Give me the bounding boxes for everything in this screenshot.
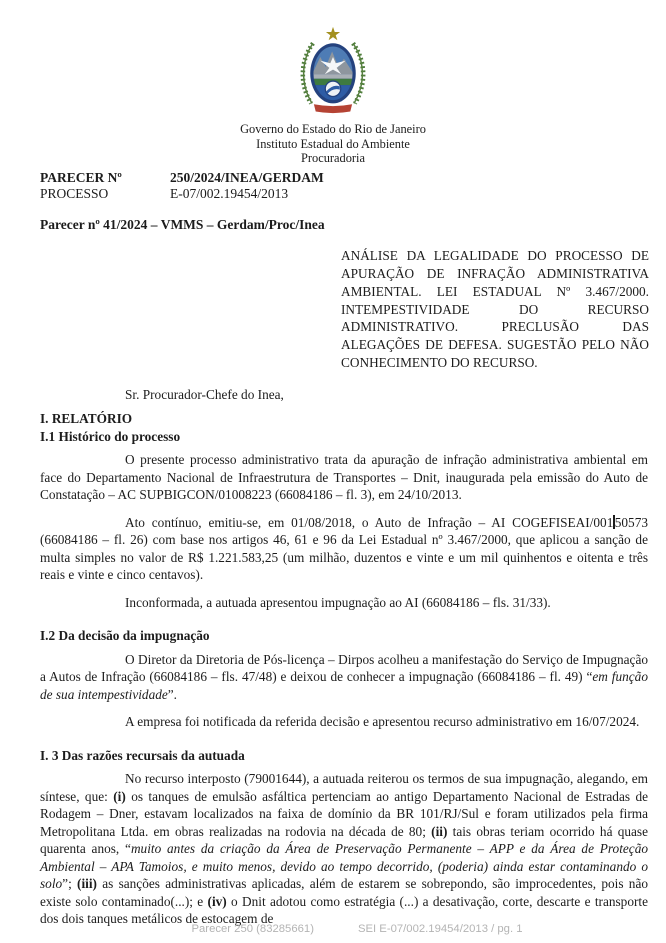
org-government-line: Governo do Estado do Rio de Janeiro: [240, 122, 426, 136]
section-heading: I. 3 Das razões recursais da autuada: [40, 747, 245, 763]
document-content: [0, 170, 666, 928]
salutation-line: Sr. Procurador-Chefe do Inea,: [125, 386, 284, 402]
paragraph: O presente processo administrativo trata da apuração de infração administrativa ambiental em face do Departamento Nacional de Infraestrutura de Transportes – Dnit, inaugurada pela emissão do Auto de Constatação – AC SUPBIGCON/01008223 (66084186 – fl. 3), em 24/10/2013.: [40, 452, 648, 503]
paragraph: No recurso interposto (79001644), a autuada reiterou os termos de sua impugnação, alegando, em síntese, que: (i) os tanques de emulsão asfáltica pertenciam ao antigo Departamento Nacional de Estradas de Rodagem – Dner, estavam localizados na faixa de domínio da BR 101/RJ/Sul e foram utilizados pela firma Metropolitana Ltda. em obras realizadas na rodovia na década de 80; (ii) tais obras teriam ocorrido há quase quarenta anos, “muito antes da criação da Área de Preservação Permanente – APP e da Área de Proteção Ambiental – APA Tamoios, e muito menos, devido ao tempo decorrido, (poderia) ainda estar contaminando o solo”; (iii) as sanções administrativas aplicadas, além de estarem se sobrepondo, são improcedentes, pois não existe solo contaminado(...); e (iv) o Dnit adotou como estratégia (...) a desativação, corte, descarte e transporte dos dois tanques metálicos de estocagem de: [40, 771, 649, 927]
ementa-summary: ANÁLISE DA LEGALIDADE DO PROCESSO DE APURAÇÃO DE INFRAÇÃO ADMINISTRATIVA AMBIENTAL. LEI ESTADUAL Nº 3.467/2000. INTEMPESTIVIDADE DO RECURSO ADMINISTRATIVO. PRECLUSÃO DAS ALEGAÇÕES DE DEFESA. SUGESTÃO PELO NÃO CONHECIMENTO DO RECURSO.: [341, 248, 649, 371]
document-header: [0, 0, 666, 166]
org-department-line: Procuradoria: [301, 151, 365, 166]
parecer-reference-line: Parecer nº 41/2024 – VMMS – Gerdam/Proc/Inea: [40, 216, 325, 232]
document-body: [40, 386, 648, 928]
paragraph: O Diretor da Diretoria de Pós-licença – Dirpos acolheu a manifestação do Serviço de Impugnação a Autos de Infração (66084186 – fls. 47/48) e deixou de conhecer a impugnação (66084186 – fl. 49) “em função de sua intempestividade”.: [40, 651, 648, 702]
processo-value: E-07/002.19454/2013: [170, 186, 289, 202]
processo-label: PROCESSO: [40, 186, 109, 202]
section-heading: I. RELATÓRIO: [40, 411, 133, 427]
org-institute-line: Instituto Estadual do Ambiente: [256, 136, 410, 151]
rio-de-janeiro-coat-of-arms-icon: [292, 26, 374, 117]
section-heading: I.1 Histórico do processo: [40, 428, 181, 444]
page-footer: [24, 923, 666, 935]
section-heading: I.2 Da decisão da impugnação: [40, 628, 210, 644]
paragraph: A empresa foi notificada da referida decisão e apresentou recurso administrativo em 16/07/2024.: [125, 714, 640, 730]
document-meta-block: [40, 170, 648, 203]
footer-sei-ref: SEI E-07/002.19454/2013 / pg. 1: [357, 923, 523, 935]
parecer-number-value: 250/2024/INEA/GERDAM: [170, 169, 324, 185]
footer-doc-ref: Parecer 250 (83285661): [191, 923, 314, 935]
paragraph: Ato contínuo, emitiu-se, em 01/08/2018, o Auto de Infração – AI COGEFISEAI/00150573 (66084186 – fl. 26) com base nos artigos 46, 61 e 96 da Lei Estadual nº 3.467/2000, que aplicou a sanção de multa simples no valor de R$ 1.221.583,25 (um milhão, duzentos e vinte e um mil quinhentos e oitenta e três reais e vinte e cinco centavos).: [40, 514, 648, 583]
paragraph: Inconformada, a autuada apresentou impugnação ao AI (66084186 – fls. 31/33).: [125, 594, 551, 610]
parecer-number-label: PARECER Nº: [40, 169, 122, 185]
